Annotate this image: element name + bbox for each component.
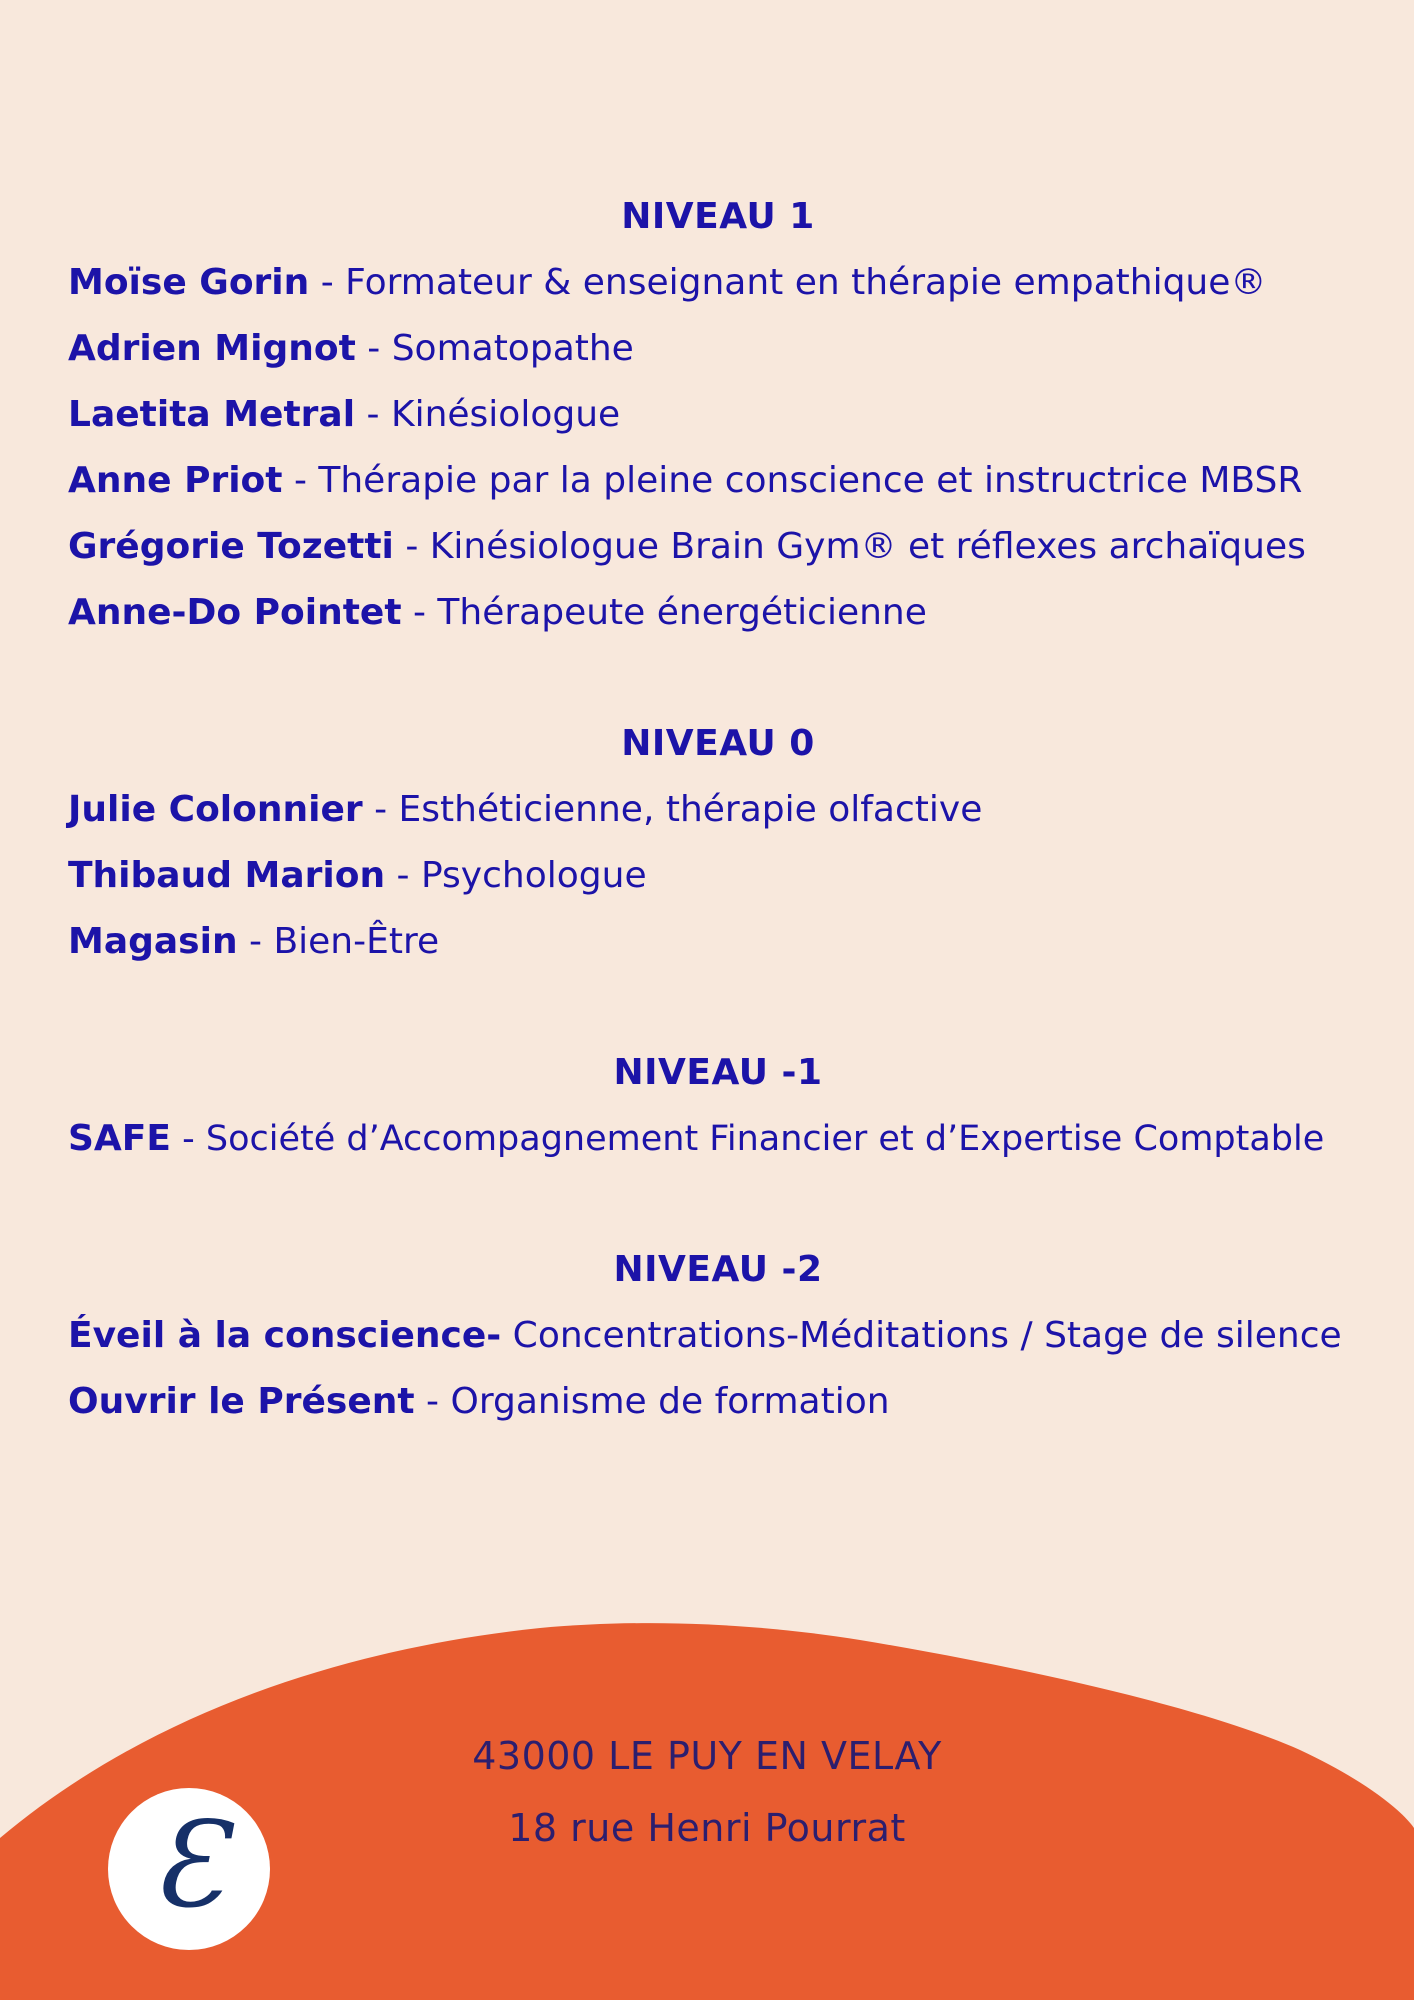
level-heading-minus-2: NIVEAU -2 bbox=[613, 1249, 823, 1290]
entry-name: Anne Priot bbox=[68, 460, 283, 501]
entry-name: Grégorie Tozetti bbox=[68, 526, 394, 567]
entry-description: - Société d’Accompagnement Financier et d’Expertise Comptable bbox=[170, 1119, 1325, 1159]
entry-description: - Thérapeute énergéticienne bbox=[401, 592, 927, 633]
entry-name: Ouvrir le Présent bbox=[68, 1381, 415, 1422]
entry-name: Magasin bbox=[68, 921, 238, 962]
entry-description: - Esthéticienne, thérapie olfactive bbox=[362, 789, 983, 830]
entry-description: - Kinésiologue Brain Gym® et réflexes archaïques bbox=[393, 526, 1306, 567]
entry-description: Concentrations-Méditations / Stage de silence bbox=[501, 1315, 1342, 1356]
address-street: 18 rue Henri Pourrat bbox=[508, 1806, 906, 1850]
entry-name: Adrien Mignot bbox=[68, 328, 356, 369]
entry-name: SAFE bbox=[68, 1118, 171, 1159]
brand-logo bbox=[108, 1788, 270, 1950]
level-heading-0: NIVEAU 0 bbox=[621, 723, 815, 764]
entry-description: - Somatopathe bbox=[355, 328, 634, 369]
entry-description: - Kinésiologue bbox=[355, 394, 621, 435]
logo-letter: Ɛ bbox=[152, 1796, 226, 1934]
entry-description: - Thérapie par la pleine conscience et instructrice MBSR bbox=[282, 460, 1303, 501]
level-heading-minus-1: NIVEAU -1 bbox=[613, 1052, 823, 1093]
entry-name: Éveil à la conscience- bbox=[68, 1315, 502, 1356]
entry-name: Julie Colonnier bbox=[68, 789, 363, 830]
entry-name: Moïse Gorin bbox=[68, 262, 310, 303]
level-heading-1: NIVEAU 1 bbox=[621, 196, 815, 237]
entry-description: - Formateur & enseignant en thérapie empathique® bbox=[309, 262, 1267, 303]
entry-description: - Bien-Être bbox=[237, 921, 440, 962]
entry-description: - Organisme de formation bbox=[414, 1381, 890, 1422]
entry-name: Anne-Do Pointet bbox=[68, 592, 402, 633]
entry-name: Thibaud Marion bbox=[68, 855, 386, 896]
entry-name: Laetita Metral bbox=[68, 394, 356, 435]
address-city: 43000 LE PUY EN VELAY bbox=[472, 1734, 942, 1778]
entry-description: - Psychologue bbox=[385, 855, 647, 896]
